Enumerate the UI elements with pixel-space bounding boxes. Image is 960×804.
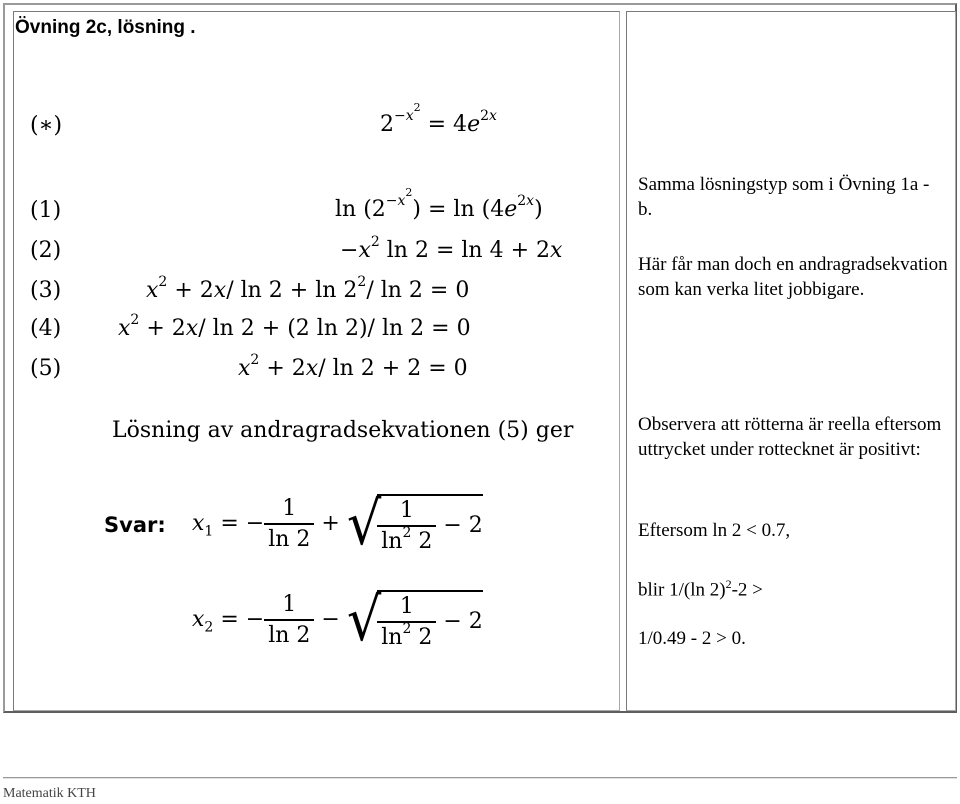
page-title: Övning 2c, lösning . [15, 17, 196, 38]
equation-label-5: (5) [30, 356, 62, 381]
explanation-paragraph-3 [638, 412, 948, 462]
equation-label-1: (1) [30, 198, 62, 223]
solution-lead-text: Lösning av andragradsekvationen (5) ger [112, 418, 574, 443]
explanation-paragraph-4 [638, 518, 948, 543]
equation-label-4: (4) [30, 316, 62, 341]
explanation-paragraph-6 [638, 626, 948, 651]
equation-2: $-x^2$ ln 2 = ln 4 + 2x [340, 233, 563, 263]
footer-text: Matematik KTH [3, 786, 96, 801]
explanation-text-5-sup: 2 [725, 577, 732, 591]
explanation-text-4: Eftersom ln 2 < 0.7, [638, 520, 791, 541]
equation-label-3: (3) [30, 278, 62, 303]
equation-3: $x^2 + 2x/$ $\ln 2 + \ln 2^2/$ ln 2 = 0 [146, 273, 470, 303]
equation-star: $2^{-x^2} = 4e^{2x}$ [380, 101, 497, 137]
explanation-text-3: Observera att rötterna är reella eftersom uttrycket under rottecknet är positivt: [638, 414, 942, 460]
explanation-text-5-post: -2 > [731, 579, 763, 601]
equation-4: $x^2 + 2x/$ ln 2 + (2 ln 2)/ ln 2 = 0 [118, 311, 471, 341]
explanation-text-5 [638, 572, 948, 602]
footer-divider [3, 777, 957, 779]
explanation-paragraph-5 [638, 572, 948, 602]
explanation-text-2: Här får man doch en andragradsekvation som kan verka litet jobbigare. [638, 254, 948, 300]
answer-label: Svar: [104, 513, 166, 537]
explanation-text-5-pre: blir 1/(ln 2) [638, 579, 726, 601]
equation-label-star: (∗) [30, 113, 63, 138]
explanation-paragraph-1 [638, 172, 948, 222]
explanation-text-6: 1/0.49 - 2 > 0. [638, 628, 746, 649]
answer-x2: $x_2$ = − $\frac{1}{\ln 2}$ − √ $\frac{1}{\ln^2 2}$ − 2 [192, 584, 483, 655]
text-cell [626, 11, 956, 711]
equation-5: $x^2 + 2x/$ ln 2 + 2 = 0 [238, 351, 468, 381]
explanation-text-1: Samma lösningstyp som i Övning 1a - b. [638, 174, 930, 220]
equation-1: $\ln (2^{-x^2}) = \ln (4e^{2x})$ [335, 186, 543, 222]
answer-x1: $x_1$ = − $\frac{1}{\ln 2}$ + √ $\frac{1}{\ln^2 2}$ − 2 [192, 488, 483, 559]
equation-label-2: (2) [30, 238, 62, 263]
explanation-paragraph-2 [638, 252, 948, 302]
